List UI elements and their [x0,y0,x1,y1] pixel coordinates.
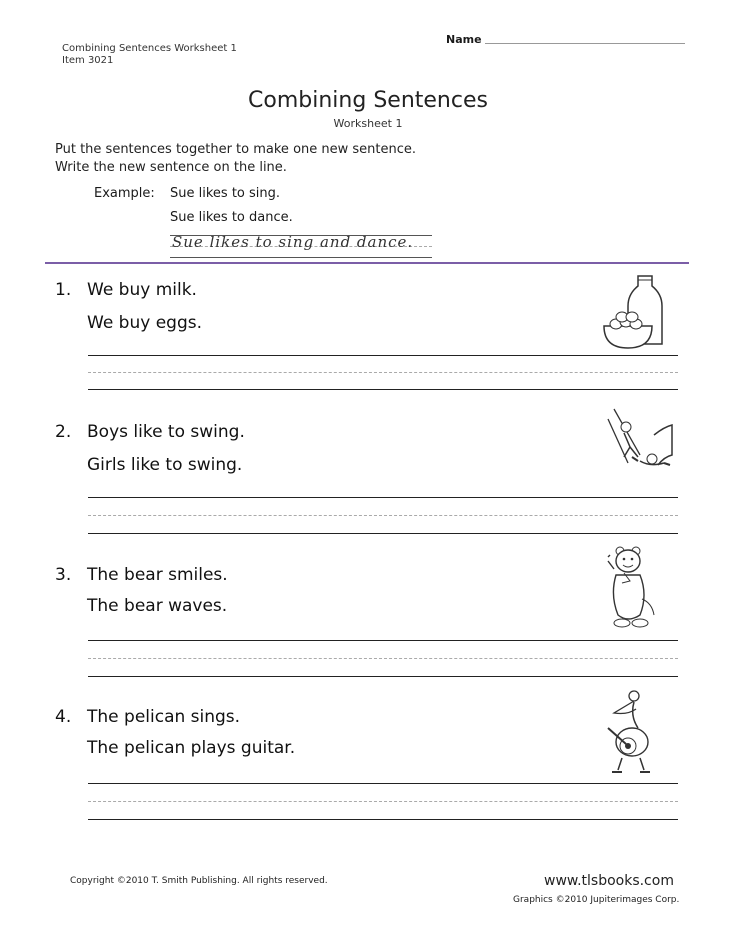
question-2-answer-line[interactable] [88,497,678,498]
question-4-sentence-2: The pelican plays guitar. [87,738,296,758]
question-1-base-line [88,389,678,390]
question-2-guide-line [88,515,678,516]
name-label: Name [446,33,482,46]
question-3-base-line [88,676,678,677]
worksheet-ref: Combining Sentences Worksheet 1 [62,43,237,54]
question-1-sentence-2: We buy eggs. [87,313,203,333]
example-answer-text: Sue likes to sing and dance. [172,233,414,251]
milk-and-eggs-icon [600,270,670,350]
question-1-number: 1. [55,280,72,300]
question-4-sentence-1: The pelican sings. [87,707,241,727]
question-1-guide-line [88,372,678,373]
question-3-guide-line [88,658,678,659]
question-4-answer-line[interactable] [88,783,678,784]
instruction-2: Write the new sentence on the line. [55,160,287,175]
question-3-sentence-1: The bear smiles. [87,565,228,585]
graphics-credit: Graphics ©2010 Jupiterimages Corp. [513,895,680,905]
example-label: Example: [94,186,155,201]
question-4-base-line [88,819,678,820]
question-3-sentence-2: The bear waves. [87,596,228,616]
example-sentence-1: Sue likes to sing. [170,186,281,201]
example-sentence-2: Sue likes to dance. [170,210,293,225]
question-1-sentence-1: We buy milk. [87,280,197,300]
item-number: Item 3021 [62,55,114,66]
question-2-number: 2. [55,422,72,442]
instruction-1: Put the sentences together to make one new sentence. [55,142,417,157]
question-2-base-line [88,533,678,534]
swing-icon [604,405,676,471]
copyright-notice: Copyright ©2010 T. Smith Publishing. All rights reserved. [70,876,328,886]
question-3-number: 3. [55,565,72,585]
pelican-guitar-icon [604,688,660,776]
page-subtitle: Worksheet 1 [333,117,403,130]
page-title: Combining Sentences [248,88,488,113]
section-divider [45,262,689,264]
question-4-guide-line [88,801,678,802]
example-answer [170,233,432,259]
question-2-sentence-2: Girls like to swing. [87,455,243,475]
bear-icon [606,545,662,633]
question-1-answer-line[interactable] [88,355,678,356]
website-link[interactable]: www.tlsbooks.com [544,873,674,889]
question-2-sentence-1: Boys like to swing. [87,422,245,442]
question-3-answer-line[interactable] [88,640,678,641]
name-field[interactable] [485,43,685,44]
question-4-number: 4. [55,707,72,727]
